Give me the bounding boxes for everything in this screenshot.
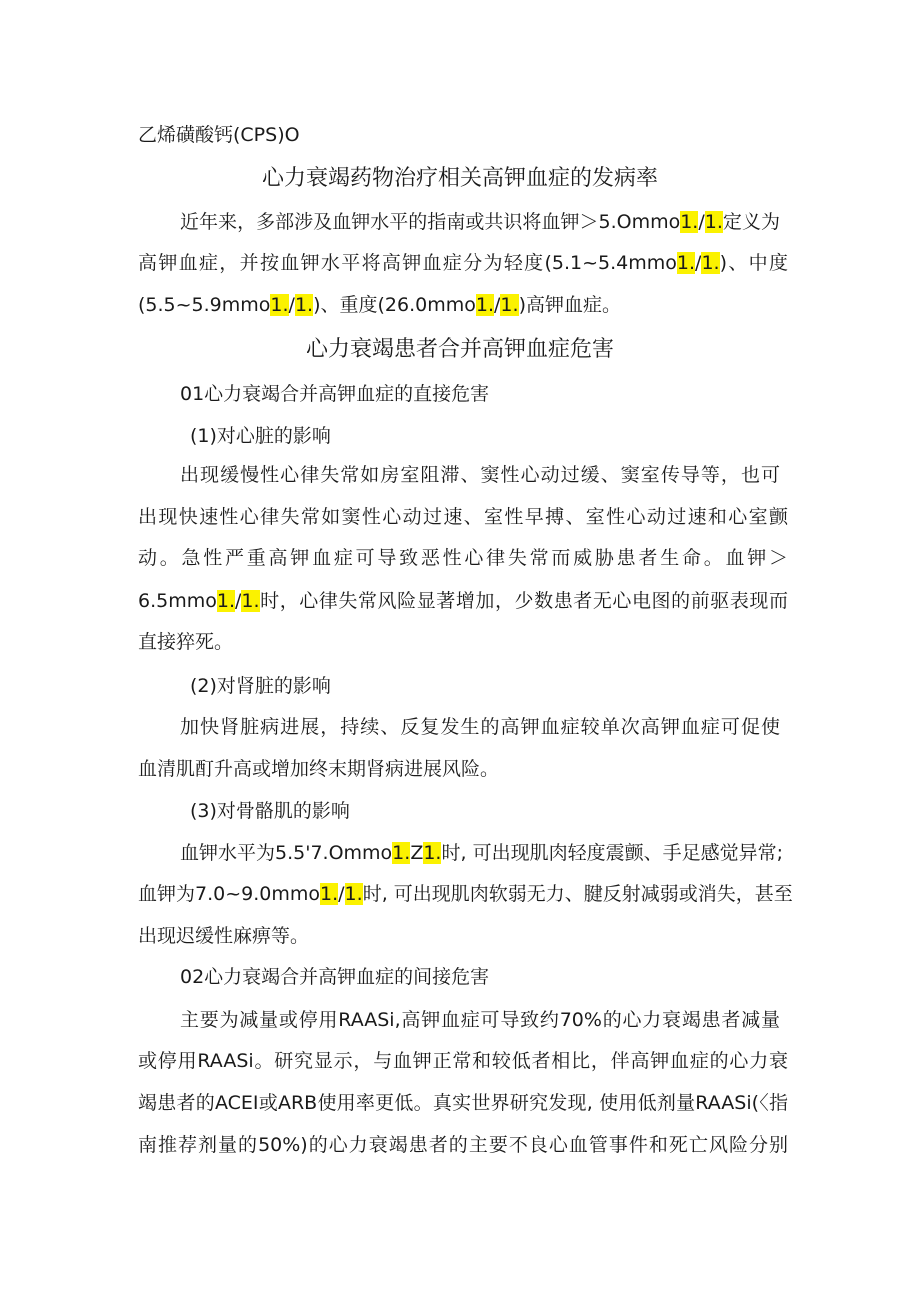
text-segment: 时，心律失常风险显著增加，少数患者无心电图的前驱表现而 (259, 590, 788, 612)
highlighted-unit-text: 1. (423, 842, 442, 864)
highlighted-unit-text: 1. (216, 590, 235, 612)
subsection-item-muscle (190, 798, 780, 824)
text-segment: 定义为 (722, 211, 780, 233)
text-segment: / (695, 252, 702, 274)
text-segment: 6.5mmo (138, 590, 217, 612)
text-segment: 竭患者的ACEI或ARB使用率更低。真实世界研究发现, 使用低剂量RAASi(〈指 (138, 1092, 788, 1114)
text-segment: (2)对肾脏的影响 (190, 675, 331, 697)
text-segment: Z (410, 842, 424, 864)
subsection-title-indirect (180, 964, 780, 990)
paragraph-muscle-line (138, 881, 793, 907)
text-segment: 血清肌酊升高或增加终末期肾病进展风险。 (138, 758, 500, 780)
text-segment: 动。急性严重高钾血症可导致恶性心律失常而威胁患者生命。血钾＞ (138, 547, 788, 569)
paragraph-heart-line (138, 588, 788, 614)
text-segment: (5.5~5.9mmo (138, 294, 271, 316)
text-segment: (3)对骨骼肌的影响 (190, 800, 350, 822)
text-segment: 主要为减量或停用RAASi,高钾血症可导致约70%的心力衰竭患者减量 (180, 1009, 780, 1031)
text-segment: 出现迟缓性麻痹等。 (138, 925, 310, 947)
text-segment: 出现快速性心律失常如窦性心动过速、室性早搏、室性心动过速和心室颤 (138, 506, 788, 528)
paragraph-indirect-line (138, 1132, 788, 1158)
highlighted-unit-text: 1. (680, 211, 699, 233)
paragraph-kidney-line (138, 756, 788, 782)
highlighted-unit-text: 1. (320, 883, 339, 905)
text-segment: 时, 可出现肌肉软弱无力、腱反射减弱或消失，甚至 (362, 883, 793, 905)
text-segment: 或停用RAASi。研究显示，与血钾正常和较低者相比，伴高钾血症的心力衰 (138, 1050, 788, 1072)
text-segment: / (235, 590, 242, 612)
highlighted-unit-text: 1. (475, 294, 495, 316)
paragraph-definition-line (138, 292, 788, 318)
text-segment: / (288, 294, 295, 316)
text-segment: 血钾水平为5.5'7.Ommo (180, 842, 393, 864)
highlighted-unit-text: 1. (701, 252, 720, 274)
highlighted-unit-text: 1. (270, 294, 289, 316)
paragraph-heart-line (138, 629, 788, 655)
paragraph-heart-line (138, 504, 788, 530)
paragraph-definition-line (180, 209, 780, 235)
section-heading-hazards (0, 335, 920, 365)
text-segment: / (494, 294, 501, 316)
highlighted-unit-text: 1. (500, 294, 519, 316)
text-segment: )、重度(26.0mmo (313, 294, 476, 316)
highlighted-unit-text: 1. (344, 883, 363, 905)
subsection-item-kidney (190, 673, 780, 699)
text-segment: 直接猝死。 (138, 631, 234, 653)
text-segment: )高钾血症。 (518, 294, 621, 316)
text-segment: 乙烯磺酸钙(CPS)O (138, 124, 300, 146)
text-segment: 心力衰竭患者合并高钾血症危害 (305, 337, 614, 362)
highlighted-unit-text: 1. (241, 590, 260, 612)
highlighted-unit-text: 1. (294, 294, 314, 316)
paragraph-definition-line (138, 250, 788, 276)
text-segment: (1)对心脏的影响 (190, 425, 331, 447)
top-fragment (138, 122, 788, 148)
highlighted-unit-text: 1. (676, 252, 696, 274)
paragraph-indirect-line (180, 1007, 780, 1033)
paragraph-kidney-line (180, 714, 780, 740)
subsection-title-direct (180, 381, 780, 407)
text-segment: / (338, 883, 345, 905)
section-heading-incidence (0, 164, 920, 194)
text-segment: 南推荐剂量的50%)的心力衰竭患者的主要不良心血管事件和死亡风险分别 (138, 1134, 788, 1156)
text-segment: 高钾血症，并按血钾水平将高钾血症分为轻度(5.1~5.4mmo (138, 252, 677, 274)
paragraph-heart-line (138, 545, 788, 571)
text-segment: 时, 可出现肌肉轻度震颤、手足感觉异常; (441, 842, 783, 864)
text-segment: / (698, 211, 705, 233)
paragraph-muscle-line (138, 923, 788, 949)
text-segment: 近年来，多部涉及血钾水平的指南或共识将血钾＞5.Ommo (180, 211, 681, 233)
highlighted-unit-text: 1. (704, 211, 723, 233)
paragraph-indirect-line (138, 1090, 788, 1116)
highlighted-unit-text: 1. (392, 842, 411, 864)
paragraph-muscle-line (180, 840, 783, 866)
text-segment: 出现缓慢性心律失常如房室阻滞、窦性心动过缓、窦室传导等，也可 (180, 464, 780, 486)
subsection-item-heart (190, 423, 780, 449)
text-segment: 01心力衰竭合并高钾血症的直接危害 (180, 383, 490, 405)
paragraph-indirect-line (138, 1048, 788, 1074)
text-segment: 加快肾脏病进展，持续、反复发生的高钾血症较单次高钾血症可促使 (180, 716, 780, 738)
text-segment: )、中度 (719, 252, 788, 274)
paragraph-heart-line (180, 462, 780, 488)
text-segment: 血钾为7.0~9.0mmo (138, 883, 320, 905)
text-segment: 02心力衰竭合并高钾血症的间接危害 (180, 966, 490, 988)
text-segment: 心力衰竭药物治疗相关高钾血症的发病率 (261, 166, 658, 191)
